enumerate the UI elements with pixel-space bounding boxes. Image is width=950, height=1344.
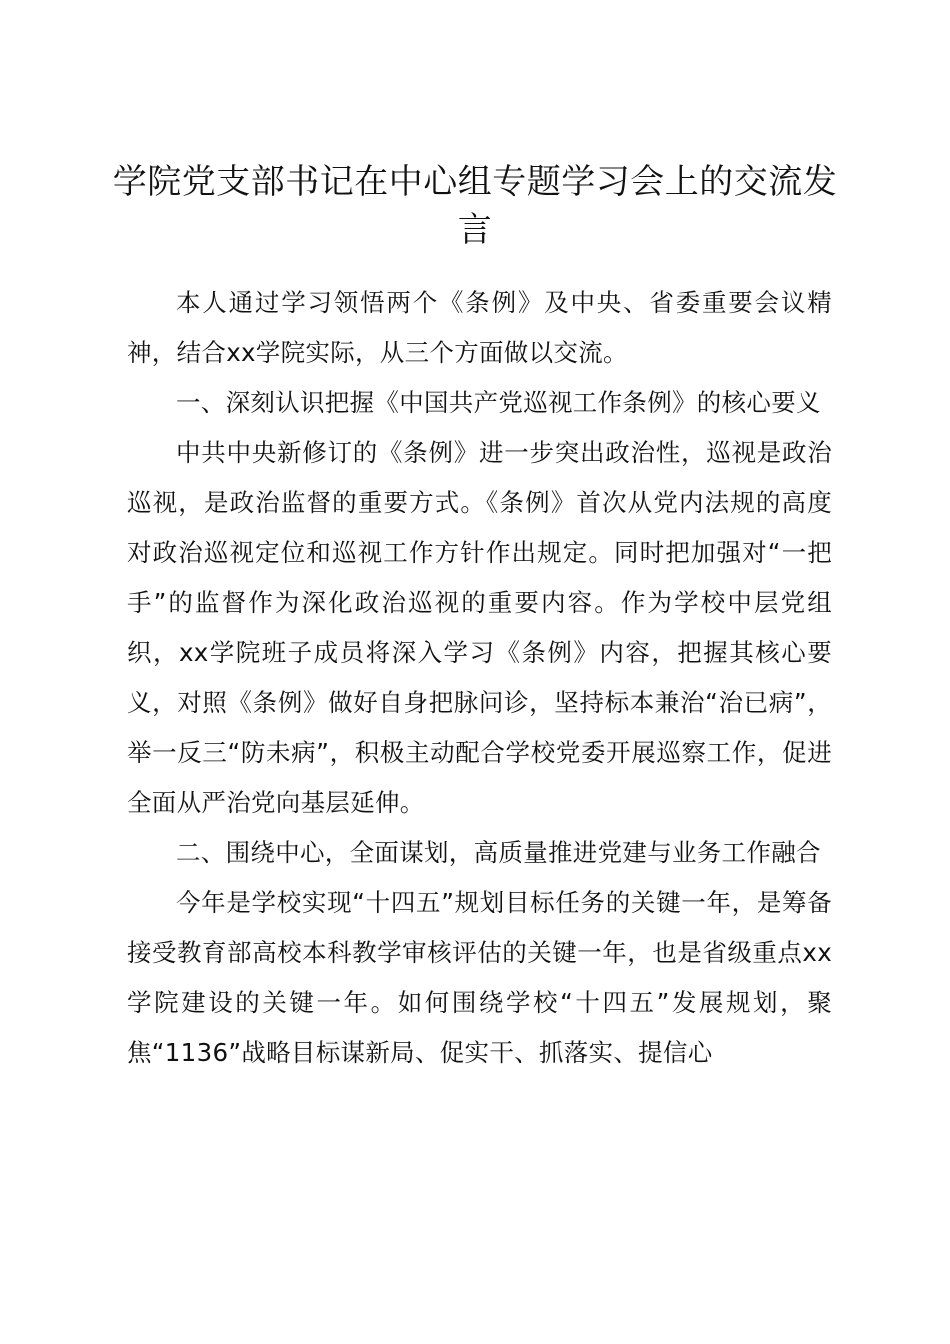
document-body: [127, 278, 832, 1078]
intro-paragraph: 本人通过学习领悟两个《条例》及中央、省委重要会议精神，结合xx学院实际，从三个方面做以交流。: [127, 288, 832, 367]
section-heading-2: 二、围绕中心，全面谋划，高质量推进党建与业务工作融合: [176, 838, 821, 867]
section-heading-1: 一、深刻认识把握《中国共产党巡视工作条例》的核心要义: [176, 388, 821, 417]
section-2-paragraph: 今年是学校实现“十四五”规划目标任务的关键一年，是筹备接受教育部高校本科教学审核评估的关键一年，也是省级重点xx学院建设的关键一年。如何围绕学校“十四五”发展规划，聚焦“1136”战略目标谋新局、促实干、抓落实、提信心: [127, 888, 832, 1067]
section-1-paragraph: 中共中央新修订的《条例》进一步突出政治性，巡视是政治巡视，是政治监督的重要方式。《条例》首次从党内法规的高度对政治巡视定位和巡视工作方针作出规定。同时把加强对“一把手”的监督作为深化政治巡视的重要内容。作为学校中层党组织，xx学院班子成员将深入学习《条例》内容，把握其核心要义，对照《条例》做好自身把脉问诊，坚持标本兼治“治已病”，举一反三“防未病”，积极主动配合学校党委开展巡察工作，促进全面从严治党向基层延伸。: [127, 438, 832, 817]
document-title: 学院党支部书记在中心组专题学习会上的交流发言: [112, 162, 838, 250]
